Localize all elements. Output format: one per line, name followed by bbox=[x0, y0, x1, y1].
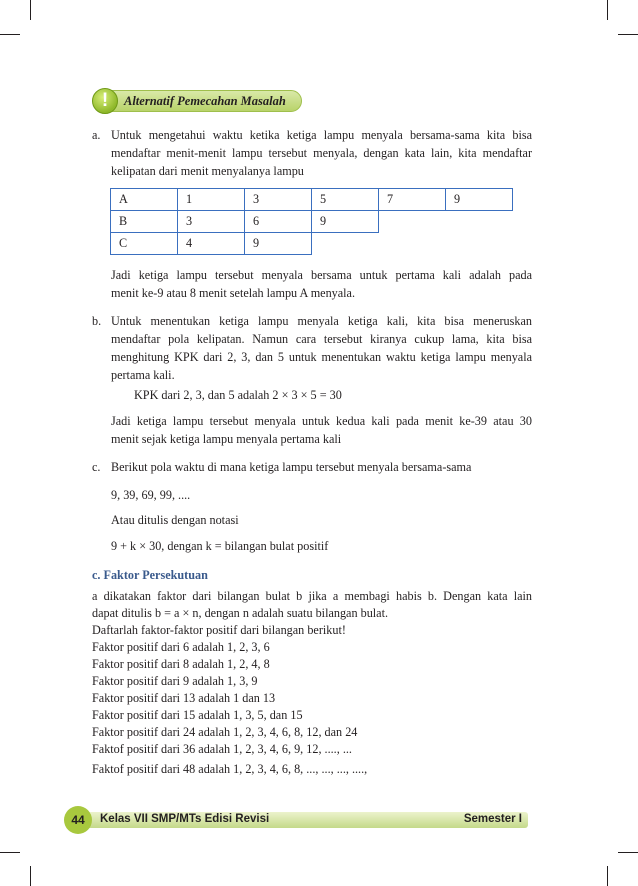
item-a-marker: a. bbox=[92, 128, 101, 142]
item-b-line: pertama kali. bbox=[111, 368, 175, 382]
item-a-line: Untuk mengetahui waktu ketika ketiga lampu menyala bersama-sama kita bisa bbox=[111, 128, 532, 142]
factor-intro: Daftarlah faktor-faktor positif dari bilangan berikut! bbox=[92, 623, 346, 637]
table-cell: 1 bbox=[178, 189, 245, 211]
item-a-line: kelipatan dari menit menyalanya lampu bbox=[111, 164, 304, 178]
table-cell: 4 bbox=[178, 233, 245, 255]
factor-line: Faktor positif dari 24 adalah 1, 2, 3, 4, 6, 8, 12, dan 24 bbox=[92, 725, 358, 739]
item-a-conclusion: Jadi ketiga lampu tersebut menyala bersama untuk pertama kali adalah pada bbox=[111, 268, 532, 282]
table-cell: 6 bbox=[245, 211, 312, 233]
table-cell: 3 bbox=[245, 189, 312, 211]
item-a-conclusion: menit ke-9 atau 8 menit setelah lampu A menyala. bbox=[111, 286, 356, 300]
crop-mark bbox=[618, 852, 638, 853]
definition-line: dapat ditulis b = a × n, dengan n adalah suatu bilangan bulat. bbox=[92, 606, 389, 620]
notation-intro: Atau ditulis dengan notasi bbox=[111, 513, 239, 527]
item-b-line: menghitung KPK dari 2, 3, dan 5 untuk menentukan waktu ketiga lampu menyala bbox=[111, 350, 532, 364]
lamp-table bbox=[110, 188, 513, 255]
table-cell: C bbox=[111, 233, 178, 255]
item-a-line: mendaftar menit-menit lampu tersebut menyala, dengan kata lain, kita mendaftar bbox=[111, 146, 532, 160]
factor-line: Faktof positif dari 48 adalah 1, 2, 3, 4, 6, 8, ..., ..., ..., ...., bbox=[92, 762, 368, 776]
page-number: 44 bbox=[64, 806, 92, 834]
factor-line: Faktor positif dari 6 adalah 1, 2, 3, 6 bbox=[92, 640, 270, 654]
factor-line: Faktor positif dari 13 adalah 1 dan 13 bbox=[92, 691, 276, 705]
factor-line: Faktor positif dari 15 adalah 1, 3, 5, dan 15 bbox=[92, 708, 303, 722]
crop-mark bbox=[0, 34, 20, 35]
crop-mark bbox=[607, 0, 608, 20]
crop-mark bbox=[0, 852, 20, 853]
definition-line: a dikatakan faktor dari bilangan bulat b jika a membagi habis b. Dengan kata lain bbox=[92, 589, 532, 603]
crop-mark bbox=[607, 866, 608, 886]
factor-line: Faktor positif dari 9 adalah 1, 3, 9 bbox=[92, 674, 258, 688]
factor-line: Faktor positif dari 8 adalah 1, 2, 4, 8 bbox=[92, 657, 270, 671]
item-b-marker: b. bbox=[92, 314, 102, 328]
item-b-conclusion: menit sejak ketiga lampu menyala pertama kali bbox=[111, 432, 342, 446]
item-b-line: mendaftar pola kelipatan. Namun cara tersebut kiranya cukup lama, kita bisa bbox=[111, 332, 532, 346]
sequence: 9, 39, 69, 99, .... bbox=[111, 488, 191, 502]
table-cell: 3 bbox=[178, 211, 245, 233]
item-b-conclusion: Jadi ketiga lampu tersebut menyala untuk kedua kali pada menit ke-39 atau 30 bbox=[111, 414, 532, 428]
table-cell: A bbox=[111, 189, 178, 211]
kpk-formula: KPK dari 2, 3, dan 5 adalah 2 × 3 × 5 = 30 bbox=[134, 388, 342, 402]
book-title: Kelas VII SMP/MTs Edisi Revisi bbox=[100, 813, 270, 825]
section-heading: c. Faktor Persekutuan bbox=[92, 568, 208, 582]
item-b-line: Untuk menentukan ketiga lampu menyala ketiga kali, kita bisa meneruskan bbox=[111, 314, 532, 328]
table-cell: 5 bbox=[312, 189, 379, 211]
exclamation-icon: ! bbox=[92, 88, 118, 114]
table-cell: 9 bbox=[446, 189, 513, 211]
table-cell: 9 bbox=[245, 233, 312, 255]
item-c-line: Berikut pola waktu di mana ketiga lampu tersebut menyala bersama-sama bbox=[111, 460, 472, 474]
crop-mark bbox=[30, 866, 31, 886]
table-cell: 7 bbox=[379, 189, 446, 211]
table-row bbox=[111, 189, 513, 211]
table-row bbox=[111, 233, 513, 255]
crop-mark bbox=[618, 34, 638, 35]
table-cell: 9 bbox=[312, 211, 379, 233]
section-banner bbox=[92, 88, 302, 114]
banner-title: Alternatif Pemecahan Masalah bbox=[124, 94, 286, 108]
table-cell: B bbox=[111, 211, 178, 233]
crop-mark bbox=[30, 0, 31, 20]
table-row bbox=[111, 211, 513, 233]
notation: 9 + k × 30, dengan k = bilangan bulat positif bbox=[111, 539, 329, 553]
item-c-marker: c. bbox=[92, 460, 101, 474]
factor-line: Faktof positif dari 36 adalah 1, 2, 3, 4, 6, 9, 12, ...., ... bbox=[92, 742, 352, 756]
semester-label: Semester I bbox=[463, 813, 522, 825]
